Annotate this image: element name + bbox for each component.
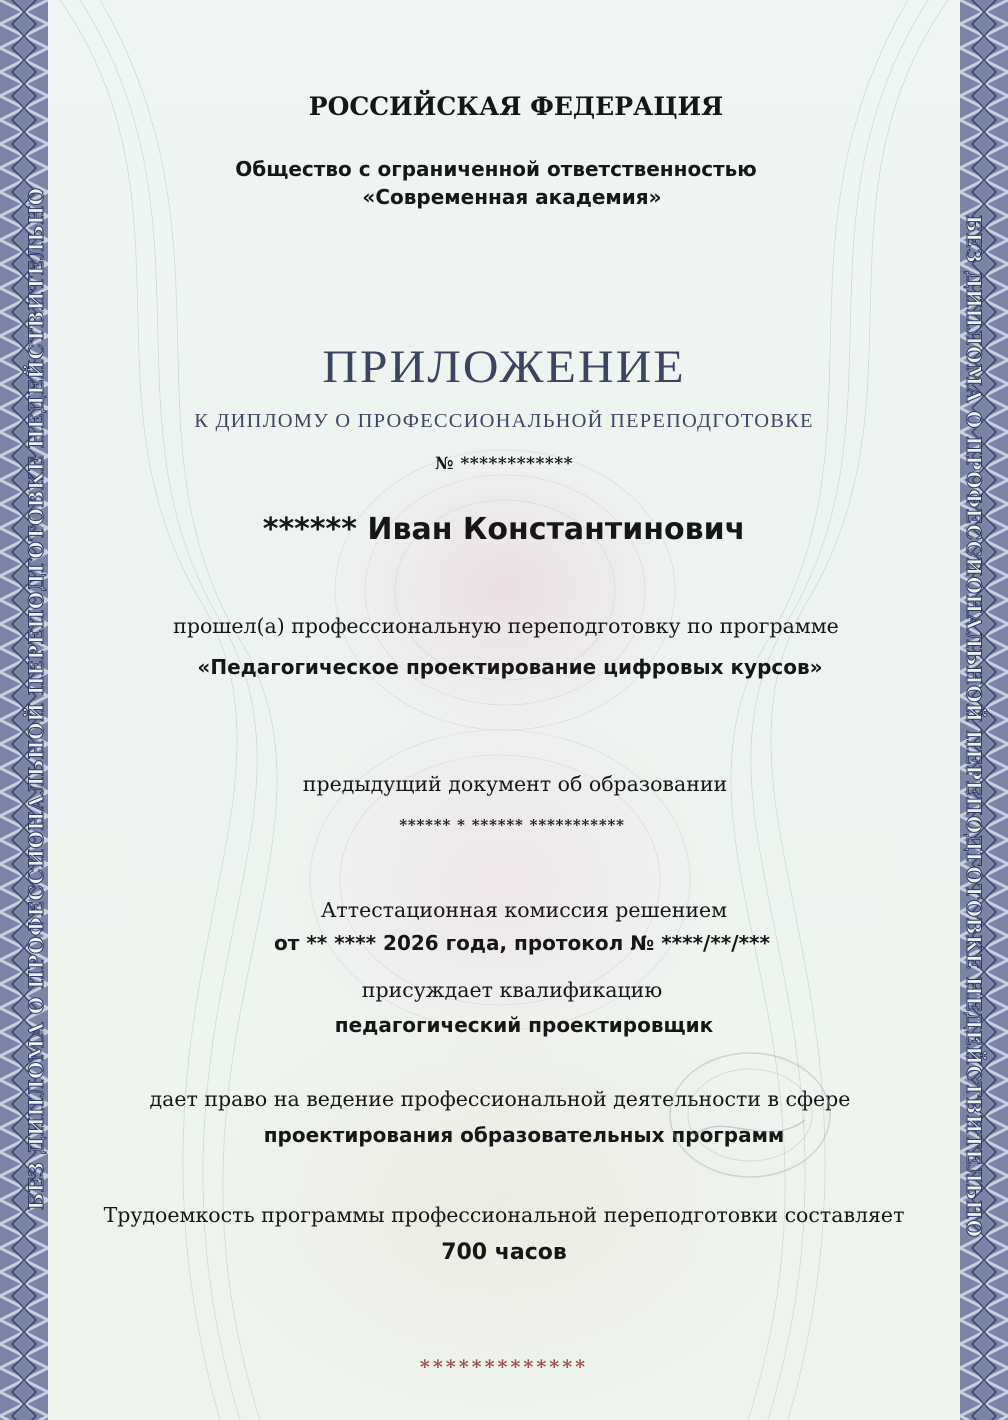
holder-name: ****** Иван Константинович	[262, 512, 746, 547]
professional-right-statement: дает право на ведение профессиональной деятельности в сфере	[149, 1087, 851, 1111]
professional-sphere: проектирования образовательных программ	[263, 1123, 785, 1147]
document-number: № ************	[434, 454, 574, 474]
left-validity-notice: БЕЗ ДИПЛОМА О ПРОФЕССИОНАЛЬНОЙ ПЕРЕПОДГОТОВКЕ НЕДЕЙСТВИТЕЛЬНО	[24, 187, 48, 1210]
right-validity-notice: БЕЗ ДИПЛОМА О ПРОФЕССИОНАЛЬНОЙ ПЕРЕПОДГОТОВКЕ НЕДЕЙСТВИТЕЛЬНО	[962, 215, 986, 1238]
faint-seal-stamp	[655, 1040, 835, 1190]
previous-document-label: предыдущий документ об образовании	[302, 772, 728, 796]
previous-document-value: ****** * ****** ***********	[399, 816, 625, 834]
bottom-serial: *************	[419, 1356, 589, 1378]
organization-name: «Современная академия»	[362, 185, 662, 209]
document-subtitle: К ДИПЛОМУ О ПРОФЕССИОНАЛЬНОЙ ПЕРЕПОДГОТОВКЕ	[194, 410, 814, 432]
labor-intensity-statement: Трудоемкость программы профессиональной переподготовки составляет	[103, 1203, 905, 1227]
completion-statement: прошел(а) профессиональную переподготовку по программе	[173, 614, 839, 638]
qualification-name: педагогический проектировщик	[334, 1013, 714, 1037]
commission-statement: Аттестационная комиссия решением	[320, 898, 728, 922]
program-name: «Педагогическое проектирование цифровых курсов»	[197, 655, 823, 679]
decision-details: от ** **** 2026 года, протокол № ****/**/***	[274, 931, 770, 955]
country-heading: РОССИЙСКАЯ ФЕДЕРАЦИЯ	[308, 92, 724, 121]
document-title: ПРИЛОЖЕНИЕ	[322, 341, 686, 393]
program-hours: 700 часов	[441, 1240, 567, 1265]
organization-type: Общество с ограниченной ответственностью	[235, 157, 757, 181]
awards-statement: присуждает квалификацию	[361, 978, 663, 1002]
